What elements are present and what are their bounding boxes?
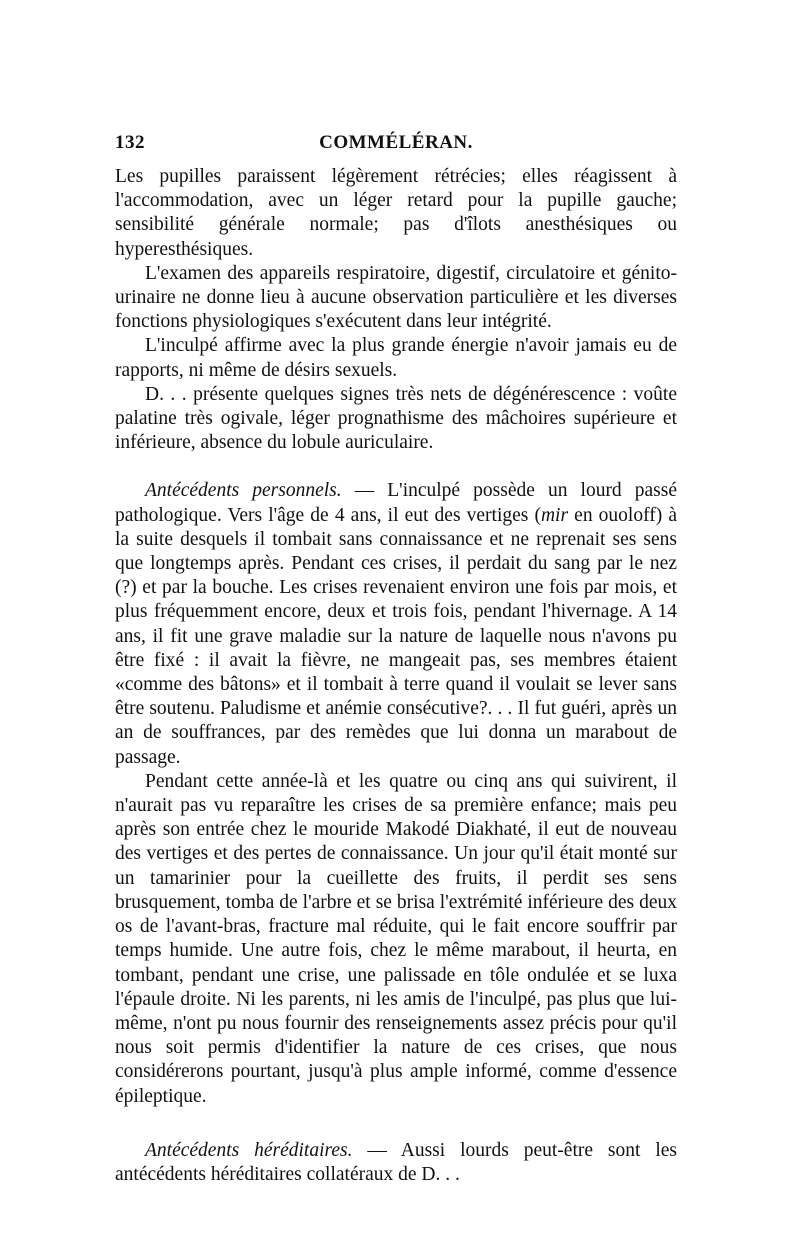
- body-text: [115, 165, 677, 1187]
- paragraph-degeneration-signs: D. . . présente quelques signes très nets de dégénérescence : voûte palatine très ogivale, léger prognathisme des mâchoires supérieure et inférieure, absence du lobule auriculaire.: [115, 383, 677, 454]
- section-label-hereditary-history: Antécédents héréditaires.: [145, 1139, 353, 1161]
- running-head: [115, 132, 677, 158]
- paragraph-affirmation: L'inculpé affirme avec la plus grande énergie n'avoir jamais eu de rapports, ni même de désirs sexuels.: [115, 335, 677, 381]
- paragraph-hereditary-history: [115, 1139, 677, 1187]
- page-number: 132: [115, 132, 145, 153]
- paragraph-examination: L'examen des appareils respiratoire, digestif, circulatoire et génito-urinaire ne donne lieu à aucune observation particulière et les diverses fonctions physiologiques s'exécutent dans leur intégrité.: [115, 262, 677, 333]
- hereditary-history-text: — Aussi lourds peut-être sont les antécédents héréditaires collatéraux de D. . .: [115, 1139, 677, 1185]
- running-title: COMMÉLÉRAN.: [319, 132, 473, 153]
- personal-history-text-start: — L'inculpé possède un lourd passé pathologique. Vers l'âge de 4 ans, il eut des vertiges (: [115, 480, 677, 526]
- paragraph-pupils: Les pupilles paraissent légèrement rétrécies; elles réagissent à l'accommodation, avec un léger retard pour la pupille gauche; sensibilité générale normale; pas d'îlots anesthésiques ou hyperesthésiques.: [115, 166, 677, 260]
- paragraph-personal-history: [115, 479, 677, 769]
- personal-history-text-end: en ouoloff) à la suite desquels il tombait sans connaissance et ne reprenait ses sens que longtemps après. Pendant ces crises, il perdait du sang par le nez (?) et par la bouche. Les crises revenaient environ une fois par mois, et plus fréquemment encore, deux et trois fois, pendant l'hivernage. A 14 ans, il fit une grave maladie sur la nature de laquelle nous n'avons pu être fixé : il avait la fièvre, ne mangeait pas, ses membres étaient «comme des bâtons» et il tombait à terre quand il voulait se lever sans être soutenu. Paludisme et anémie consécutive?. . . Il fut guéri, après un an de souffrances, par des remèdes que lui donna un marabout de passage.: [115, 504, 677, 768]
- section-label-personal-history: Antécédents personnels.: [145, 480, 342, 502]
- paragraph-later-crises: Pendant cette année-là et les quatre ou cinq ans qui suivirent, il n'aurait pas vu reparaître les crises de sa première enfance; mais peu après son entrée chez le mouride Makodé Diakhaté, il eut de nouveau des vertiges et des pertes de connaissance. Un jour qu'il était monté sur un tamarinier pour la cueillette des fruits, il perdit ses sens brusquement, tomba de l'arbre et se brisa l'extrémité inférieure des deux os de l'avant-bras, fracture mal réduite, qui le fait encore souffrir par temps humide. Une autre fois, chez le même marabout, il heurta, en tombant, pendant une crise, une palissade en tôle ondulée et se luxa l'épaule droite. Ni les parents, ni les amis de l'inculpé, pas plus que lui-même, n'ont pu nous fournir des renseignements assez précis pour qu'il nous soit permis d'identifier la nature de ces crises, que nous considérerons pourtant, jusqu'à plus ample informé, comme d'essence épileptique.: [115, 770, 677, 1107]
- italic-term-mir: mir: [540, 504, 569, 526]
